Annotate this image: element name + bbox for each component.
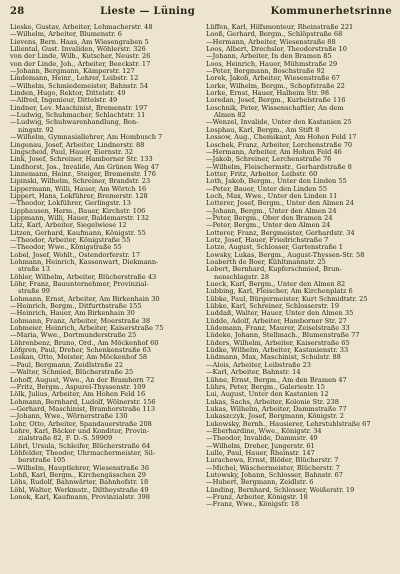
directory-entry: Luddaß, Walter, Hauer, Unter den Almen 35 — [206, 310, 354, 318]
directory-entry: Lutowsky, Johann, Schlosser, Bahnstr. 67 — [206, 471, 343, 479]
directory-entry: —Johann, Bergm., Unter den Almen 24 — [206, 207, 337, 215]
directory-entry: ningstr. 92 — [18, 126, 54, 134]
directory-entry: Lippert, Hans, Lokführer, Bremerstr. 128 — [10, 192, 148, 200]
directory-entry: nenschlagstr. 28 — [214, 273, 270, 281]
directory-entry: Lieske, Gustav, Arbeiter, Lehmacherstr. 48 — [10, 24, 153, 31]
directory-entry: Litzen, Gerhard, Kaufmann, Königstr. 55 — [10, 229, 146, 237]
directory-entry: —Ludwig, Schuhwarenhandlung, Bon- — [10, 119, 139, 127]
directory-entry: straße 99 — [18, 288, 50, 296]
directory-entry: Lueck, Karl, Bergm., Unter den Almen 82 — [206, 281, 346, 289]
directory-entry: —Peter, Bergm., Unter den Almen 24 — [206, 222, 331, 230]
directory-entry: Lotz, Josef, Hauer, Friedrichstraße 7 — [206, 236, 329, 244]
directory-entry: Lohoff, August, Wwe., An der Bramhorn 72 — [10, 376, 155, 384]
directory-entry: Lotterer, Josef, Bergm., Unter den Almen 24 — [206, 200, 355, 208]
directory-entry: —Wilhelm, Schmiedemeister, Bahnstr. 54 — [10, 82, 149, 90]
directory-entry: —Theodor, Invalide, Dammstr. 49 — [206, 435, 318, 443]
directory-entry: —Peter, Bergm., Ober den Bramen 24 — [206, 214, 333, 222]
directory-entry: —Walter, Schmied, Blücherstraße 25 — [10, 369, 134, 377]
directory-entry: —Alfred, Ingenieur, Dittelstr. 49 — [10, 97, 118, 105]
directory-entry: Lobert, Bernhard, Kupferschmied, Brun- — [206, 266, 342, 274]
directory-entry: —Theodor, Wwe., Königstraße 55 — [10, 244, 122, 252]
page-number: 28 — [10, 6, 25, 17]
section-title: Kommunerhetsrinne — [270, 6, 392, 17]
right-column — [206, 24, 392, 509]
directory-entry: Lotze, August, Schlosser, Gartenstraße 1 — [206, 244, 343, 252]
directory-entry: Loschek, Franz, Arbeiter, Lerchenstraße 70 — [206, 141, 353, 149]
directory-columns — [10, 24, 392, 509]
directory-entry: Lorek, Jakob, Arbeiter, Wiesenstraße 67 — [206, 75, 340, 83]
directory-entry: —Maria, Wwe., Dortmunderstraße 25 — [10, 332, 137, 340]
directory-entry: Lohre, Karl, Bäcker und Konditor, Provin- — [10, 427, 149, 435]
directory-entry: Lobel, Josef, Wohlt., Ostendorferstr. 17 — [10, 251, 141, 259]
directory-entry: Lingscheid, Paul, Hauer, Eiernstr. 32 — [10, 148, 134, 156]
directory-entry: Almen 82 — [214, 112, 246, 120]
directory-entry: Lühne, Ernst, Bergm., Am den Bramen 47 — [206, 376, 347, 384]
directory-entry: Lührs, Peter, Bergm., Galeriestr. 15 — [206, 383, 325, 391]
directory-entry: Lukaszczyk, Josef, Bergmann, Königstr. 2 — [206, 413, 344, 421]
directory-entry: Lohß, Karl, Bergm., Kirchengässchen 29 — [10, 471, 146, 479]
directory-entry: Lurachewa, Ernst, Blöder, Blücherstr. 7 — [206, 457, 339, 465]
directory-entry: Lüdke, Wilhelm, Arbeiter, Kastanienstr. 33 — [206, 347, 349, 355]
directory-entry: Lünding, Bernhard, Schlosser, Weißerstr. 19 — [206, 486, 355, 494]
directory-entry: Loch, Max, Wwe., Unter den Linden 11 — [206, 192, 338, 200]
directory-entry: Löhrenbenz, Bruno, Ord., Am Möckenhof 60 — [10, 339, 159, 347]
directory-entry: Loredan, Josef, Bergm., Kurbelstraße 116 — [206, 97, 346, 105]
directory-entry: Lukas, Wilhelm, Arbeiter, Dammstraße 77 — [206, 405, 347, 413]
directory-entry: berstraße 105 — [18, 457, 66, 465]
running-title: Lieste — Lüning — [100, 6, 195, 17]
directory-entry: Löhfelder, Theodor, Uhrmachermeister, Sil- — [10, 449, 156, 457]
directory-entry: —Wilhelm, Gymnasiallehrer, Am Hombusch 7 — [10, 134, 163, 142]
directory-entry: Lotter, Fritz, Arbeiter, Leibstr. 60 — [206, 170, 318, 178]
directory-entry: —Karl, Arbeiter, Bahnstr. 14 — [206, 369, 301, 377]
directory-entry: Lowsky, Lukas, Bergm., August-Thyssen-Str. 58 — [206, 251, 365, 259]
directory-entry: —Michel, Wäschermeister, Blücherstr. 7 — [206, 464, 340, 472]
directory-entry: Löhrl, Ursula, Schleifer, Blücherstraße 64 — [10, 442, 151, 450]
directory-entry: —Wilhelm, Dreher, Jungerstr. 61 — [206, 442, 315, 450]
directory-entry: —Hermann, Arbeiter, Wiesenstraße 88 — [206, 38, 336, 46]
directory-entry: Lölk, Julius, Arbeiter, Am Hohen Feld 16 — [10, 391, 146, 399]
directory-entry: —Peter, Bauer, Unter den Linden 55 — [206, 185, 328, 193]
directory-entry: —Wilhelm, Hauptlehrer, Wiesenstraße 36 — [10, 464, 150, 472]
directory-entry: straße 13 — [18, 266, 50, 274]
directory-entry: Linden, Hugo, Rektor, Dittelstr. 49 — [10, 90, 126, 98]
directory-entry: —Heinrich, Bergm., Ditfurthstraße 155 — [10, 303, 142, 311]
directory-entry: Loschnik, Peter, Wissenschaftler, An dem — [206, 104, 344, 112]
directory-entry: Löhl, Walter, Werkmstr., Diltheystraße 49 — [10, 486, 149, 494]
directory-entry: Lorke, Ernst, Hauer, Halheim Str. 98 — [206, 90, 330, 98]
directory-entry: Lulle, Paul, Hauer, Rheinstr. 147 — [206, 449, 315, 457]
directory-entry: Lippermann, Willi, Hauer, Am Wörtch 16 — [10, 185, 147, 193]
directory-entry: Loos, Albert, Drechsler, Theodorstraße 10 — [206, 46, 347, 54]
directory-entry: —Ludwig, Schuhmacher, Schlachtstr. 11 — [10, 112, 146, 120]
directory-entry: —Johann, Arbeiter, In den Bramen 85 — [206, 53, 332, 61]
page-header — [10, 6, 392, 22]
directory-entry: Lingenau, Josef, Arbeiter, Lindnerstr. 88 — [10, 141, 145, 149]
directory-entry: Link, Josef, Schreiner, Hamborner Str. 133 — [10, 156, 153, 164]
directory-entry: Lohmann, Franz, Arbeiter, Moerstraße 38 — [10, 317, 151, 325]
directory-entry: Lohmann, Ernst, Arbeiter, Am Birkenhain 30 — [10, 295, 160, 303]
directory-entry: Lohmeier, Heinrich, Arbeiter, Kaiserstraße 75 — [10, 325, 164, 333]
directory-entry: —Wilhelm, Fleischermstr., Gerhardstraße 8 — [206, 163, 352, 171]
directory-entry: Loskan, Otto, Meister, Am Möckenhof 58 — [10, 354, 148, 362]
directory-entry: Lubbing, Karl, Fleischer, Am Kirchenplatz 6 — [206, 288, 353, 296]
directory-entry: Lukowsky, Bernh., Hausierer, Lehrstuhlstraße 67 — [206, 420, 371, 428]
directory-entry: Linnemann, Heinr., Steiger, Bremenstr. 176 — [10, 170, 156, 178]
directory-entry: Lievens, Bern. Haas, Am Wiesengraben 5 — [10, 38, 149, 46]
directory-entry: von der Linde, Wilh., Kutscher, Neustr. 26 — [10, 53, 151, 61]
directory-entry: —Heinrich, Hauer, Am Birkenhain 30 — [10, 310, 135, 318]
directory-entry: Lüdeke, Johann, Stellmach., Blumenstraße 77 — [206, 332, 360, 340]
directory-entry: Lüdmann, Max, Maschinist, Schulstr. 88 — [206, 354, 341, 362]
directory-entry: Lohr, Otto, Arbeiter, Spandauerstraße 208 — [10, 420, 152, 428]
directory-entry: —Peter, Bergmann, Boschstraße 92 — [206, 68, 325, 76]
directory-entry: —Johann, Wwe., Wörnerstraße 130 — [10, 413, 128, 421]
directory-entry: Löhler, Wilhelm, Arbeiter, Blücherstraße 43 — [10, 273, 157, 281]
directory-entry: Loos, Heinrich, Hauer, Mühmstraße 29 — [206, 60, 338, 68]
directory-entry: Liliental, Gust. Invaliden, Wöhlerstr. 326 — [10, 46, 146, 54]
directory-entry: —Hermann, Arbeiter, Am Hohen Feld 46 — [206, 148, 342, 156]
directory-entry: —Paul, Bergmann, Zeidlstraße 22 — [10, 361, 124, 369]
directory-entry: Lipinski, Wilhelm, Schreiner, Brandstr. 23 — [10, 178, 151, 186]
directory-entry: Looß, Gerhard, Bergm., Schlöpstraße 68 — [206, 31, 343, 39]
directory-entry: Löhs, Rudolf, Bahnwärter, Bahnhofstr. 18 — [10, 479, 149, 487]
directory-entry: Lüdde, Adolf, Arbeiter, Hamborner Str. 27 — [206, 317, 347, 325]
directory-entry: Lindemann, Heinr., Lehrer, Leibstr. 12 — [10, 75, 139, 83]
directory-entry: —Alois, Arbeiter, Leibstraße 23 — [206, 361, 311, 369]
directory-entry: Lohmann, Heinrich, Kassenwart, Diekmann- — [10, 259, 159, 266]
directory-entry: Losphau, Karl, Bergm., Am Stift 8 — [206, 126, 320, 134]
directory-entry: Lüdemann, Franz, Maurer, Zeiselstraße 33 — [206, 325, 350, 333]
directory-entry: Lüffen, Karl, Hilfsmonteur, Rheinstraße 221 — [206, 24, 354, 31]
directory-entry: —Hubert, Bergmann, Zeidlstr. 6 — [206, 479, 314, 487]
directory-entry: —Jakob, Schreiner, Lerchenstraße 76 — [206, 156, 332, 164]
directory-entry: Löfgren, Paul, Dreher, Schenkenstraße 63 — [10, 347, 151, 355]
directory-entry: —Fritz, Bergm., Aspurel-Thyssenstr. 109 — [10, 383, 146, 391]
directory-entry: Lossow, Aug., Chemikant, Am Hohen Feld 17 — [206, 134, 357, 142]
directory-entry: Lui, August, Unter den Kastanien 12 — [206, 391, 329, 399]
directory-entry: Lipphausen, Herm., Bauer, Kirchstr. 106 — [10, 207, 146, 215]
directory-entry: —Wenzel, Invalide, Unter den Kastanien 25 — [206, 119, 352, 127]
directory-entry: —Wilhelm, Arbeiter, Blumenstr. 6 — [10, 31, 122, 39]
directory-entry: Lindner, Lev. Maschinist, Bremenstr. 197 — [10, 104, 148, 112]
directory-entry: —Johann, Bergmann, Kämperstr. 127 — [10, 68, 135, 76]
directory-entry: —Theodor, Arbeiter, Königstraße 55 — [10, 236, 131, 244]
directory-entry: Löhr, Franz, Bauunternehmer, Provinzial- — [10, 281, 149, 289]
directory-entry: Loth, Jakob, Bergm., Unter den Linden 55 — [206, 178, 347, 186]
directory-entry: —Eberhardine, Wwe., Königstr. 34 — [206, 427, 322, 435]
directory-entry: —Franz, Wwe., Königstr. 18 — [206, 501, 300, 509]
directory-entry: —Gerhard, Maschinist, Bramhorstraße 113 — [10, 405, 156, 413]
directory-entry: Litz, Karl, Arbeiter, Siegelwiese 12 — [10, 222, 127, 230]
directory-entry: Lübke, Karl, Schreiner, Schlosserstr. 19 — [206, 303, 340, 311]
directory-entry: Lindhorst, Jos., Invalide, Am Grünen Weg 47 — [10, 163, 159, 171]
directory-entry: Lübke, Paul, Bürgermeister, Kurt Schmidtstr. 25 — [206, 295, 368, 303]
directory-entry: Lorke, Wilhelm, Bergm., Schopfstraße 22 — [206, 82, 345, 90]
directory-entry: Lukas, Sachs, Arbeiter, Kolonie Str. 238 — [206, 398, 339, 406]
directory-entry: Lüders, Wilhelm, Arbeiter, Kaiserstraße 65 — [206, 339, 350, 347]
directory-entry: von der Linde, Joh., Arbeiter, Beeckstr. 17 — [10, 60, 151, 68]
directory-entry: Loaberth de Boer, Kühltmannstr. 25 — [206, 259, 326, 266]
directory-entry: Lohmann, Bernhard, Ludolf, Wölnerstr. 156 — [10, 398, 156, 406]
directory-entry: Lippmann, Willi, Hauer, Baldemarstr. 132 — [10, 214, 150, 222]
directory-entry: Lotterer, Franz, Bergmeister, Gerhardstr. 34 — [206, 229, 355, 237]
directory-entry: zialstraße 82, F. D.-S. 59909 — [18, 435, 113, 443]
directory-entry: —Franz, Arbeiter, Königstr. 18 — [206, 494, 308, 501]
directory-entry: Lonek, Karl, Kaufmann, Provinzialstr. 398 — [10, 494, 150, 501]
directory-entry: —Theodor, Lokführer, Gerlingstr. 13 — [10, 200, 131, 208]
left-column — [10, 24, 196, 509]
